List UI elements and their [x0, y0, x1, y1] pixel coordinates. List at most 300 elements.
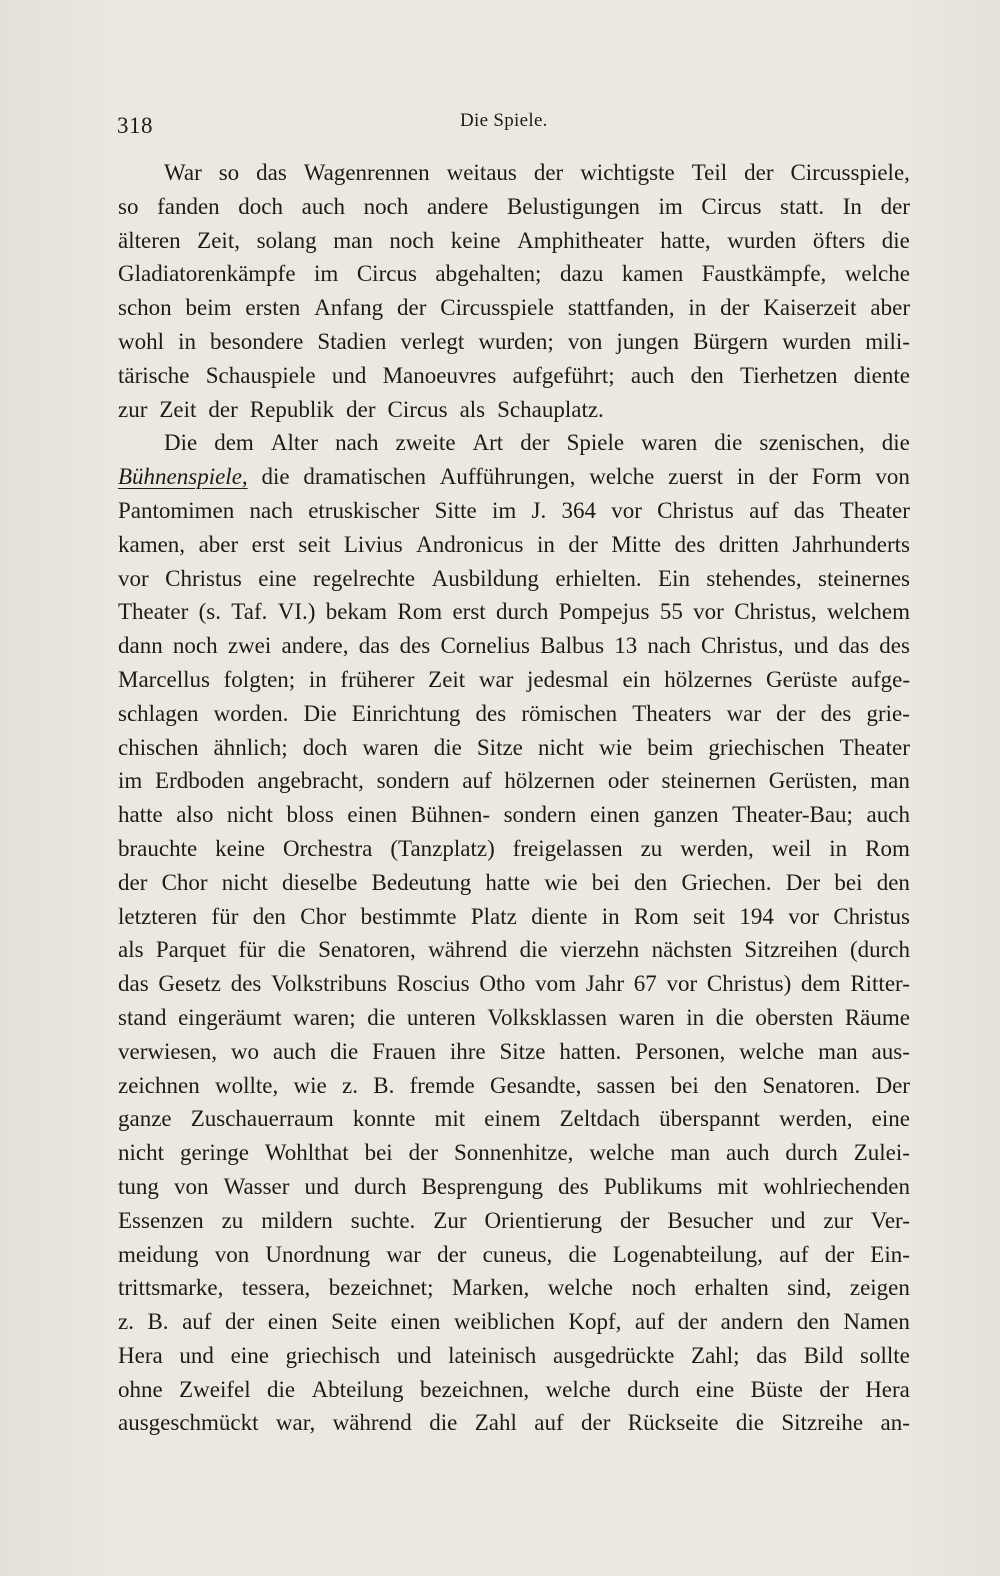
word: das: [838, 633, 870, 659]
word: erst: [251, 531, 285, 557]
word: eine: [695, 1376, 735, 1402]
word: und: [331, 362, 367, 388]
word: Zeltdach: [559, 1106, 641, 1132]
word: eine: [871, 1106, 910, 1132]
word: welche: [844, 261, 910, 287]
word: waren: [618, 1004, 675, 1030]
word: des: [674, 531, 706, 557]
word: wie: [293, 1072, 327, 1098]
word: Logenabteilung,: [612, 1241, 763, 1267]
word: die: [881, 430, 910, 456]
word: Manoeuvres: [382, 362, 497, 388]
word: tärische: [118, 362, 190, 388]
word: also: [176, 802, 214, 828]
word: Teil: [691, 160, 728, 185]
word: so: [218, 160, 240, 185]
word: Zulei-: [853, 1140, 910, 1166]
word: älteren: [118, 227, 181, 253]
word: zeichnen: [118, 1072, 200, 1098]
word: die: [519, 937, 548, 963]
word: mit: [717, 1173, 749, 1199]
word: Livius: [343, 531, 403, 557]
word: eine: [258, 565, 297, 591]
word: bei: [670, 1072, 699, 1098]
word: Büste: [750, 1376, 803, 1402]
word: Bühnenspiele,: [118, 464, 248, 490]
word: 55: [659, 599, 683, 625]
word: Senatoren,: [318, 937, 416, 963]
word: Volksklassen: [487, 1004, 608, 1030]
word: durch: [354, 1173, 407, 1199]
word: Rom: [397, 599, 443, 625]
word: Gesetz: [158, 971, 221, 997]
word: Rom: [865, 835, 910, 861]
word: den: [714, 1072, 748, 1098]
word: wurden: [782, 328, 852, 354]
word: einen: [267, 1309, 318, 1335]
text-line: [118, 359, 910, 393]
word: Chor: [161, 869, 208, 895]
word: aber: [870, 295, 910, 321]
word: Orientierung: [484, 1207, 603, 1233]
word: der: [768, 464, 798, 490]
word: der: [408, 1140, 439, 1166]
word: einen: [589, 802, 640, 828]
word: VI.): [277, 599, 316, 625]
word: ohne: [118, 1376, 163, 1402]
word: die: [433, 734, 462, 760]
word: einen: [347, 802, 398, 828]
word: diente: [853, 362, 910, 388]
text-line: [118, 697, 910, 731]
text-line: [118, 967, 910, 1001]
word: Art: [472, 430, 504, 456]
word: die: [429, 1410, 458, 1436]
word: z.: [118, 1309, 134, 1335]
word: Christus: [165, 565, 242, 591]
word: suchte.: [350, 1207, 416, 1233]
word: ihre: [449, 1038, 486, 1064]
word: Einrichtung: [351, 700, 461, 726]
word: Parquet: [155, 937, 227, 963]
word: mili-: [865, 328, 910, 354]
word: auch: [866, 802, 910, 828]
word: werden,: [680, 835, 754, 861]
word: eingeräumt: [178, 1004, 282, 1030]
text-line: [118, 629, 910, 663]
word: und: [770, 1207, 806, 1233]
word: der: [118, 869, 148, 895]
word: Namen: [843, 1309, 910, 1335]
word: nach: [335, 430, 379, 456]
word: in: [178, 328, 196, 354]
word: dazu: [559, 261, 604, 287]
word: Circus: [356, 261, 417, 287]
word: einem: [484, 1106, 541, 1132]
text-line: [118, 460, 910, 494]
word: die: [277, 937, 306, 963]
word: Andronicus: [416, 531, 524, 557]
text-line: [118, 325, 910, 359]
word: aber: [198, 531, 239, 557]
word: unteren: [406, 1004, 476, 1030]
word: während: [428, 937, 508, 963]
word: Besprengung: [421, 1173, 543, 1199]
text-line: [118, 291, 910, 325]
word: des: [399, 633, 431, 659]
word: Besucher: [667, 1207, 753, 1233]
word: auf: [182, 1309, 212, 1335]
word: erhielten.: [555, 565, 642, 591]
word: der: [824, 1241, 855, 1267]
word: sondern: [376, 768, 450, 794]
word: Sonnenhitze,: [453, 1140, 574, 1166]
word: solang: [256, 227, 317, 253]
word: in: [601, 903, 620, 929]
word: Bürgern: [693, 328, 769, 354]
word: Der: [785, 869, 821, 895]
text-line: [118, 832, 910, 866]
word: die: [881, 227, 910, 253]
word: Theater: [118, 599, 189, 625]
text-line: [118, 528, 910, 562]
word: Christus,: [734, 599, 817, 625]
text-line: [118, 900, 910, 934]
word: das: [358, 633, 390, 659]
word: bestimmte: [360, 903, 457, 929]
word: das: [118, 971, 149, 997]
word: sind,: [787, 1275, 832, 1301]
word: seit: [298, 531, 331, 557]
word: war,: [275, 1410, 316, 1436]
word: Christus): [706, 971, 792, 997]
word: Hera: [865, 1376, 910, 1402]
word: vor: [693, 599, 724, 625]
word: Circusspiele,: [790, 160, 910, 185]
word: der: [397, 295, 427, 321]
text-line: [118, 1271, 910, 1305]
word: schlagen: [118, 700, 199, 726]
word: Roscius: [396, 971, 470, 997]
text-line: [118, 1305, 910, 1339]
word: sassen: [596, 1072, 656, 1098]
word: Christus,: [701, 633, 784, 659]
word: Sitzreihe: [781, 1410, 864, 1436]
text-line: [118, 1204, 910, 1238]
word: folgten;: [223, 666, 296, 692]
word: wie: [599, 734, 633, 760]
word: Wasser: [223, 1173, 290, 1199]
text-line: [118, 1339, 910, 1373]
word: schon: [118, 295, 172, 321]
word: Essenzen: [118, 1207, 204, 1233]
word: szenischen,: [759, 430, 865, 456]
word: nicht: [226, 802, 273, 828]
word: Gerüsten,: [768, 768, 858, 794]
word: Theater: [839, 497, 910, 523]
word: aufge-: [851, 666, 910, 692]
word: dem: [214, 430, 254, 456]
word: wurden;: [478, 328, 554, 354]
word: weitaus: [446, 160, 517, 185]
word: der: [346, 396, 376, 422]
word: der: [620, 1207, 650, 1233]
word: doch: [302, 734, 348, 760]
word: der: [208, 396, 238, 422]
word: z.: [342, 1072, 358, 1098]
word: bei: [364, 1140, 393, 1166]
text-line: [118, 731, 910, 765]
word: Rom: [634, 903, 679, 929]
word: etruskischer: [308, 497, 420, 523]
word: hatten.: [559, 1038, 622, 1064]
word: Zahl;: [691, 1342, 740, 1368]
word: während: [332, 1410, 412, 1436]
word: Platz: [470, 903, 517, 929]
word: kamen: [621, 261, 684, 287]
text-line: [118, 494, 910, 528]
word: das: [256, 160, 287, 185]
word: auch: [272, 1038, 317, 1064]
word: den: [690, 362, 724, 388]
word: für: [211, 903, 239, 929]
word: der: [819, 1376, 849, 1402]
word: Theater-Bau;: [732, 802, 853, 828]
word: nach: [249, 497, 293, 523]
word: das: [756, 1342, 787, 1368]
word: man: [870, 768, 910, 794]
word: Publikums: [603, 1173, 703, 1199]
word: aufgeführt;: [512, 362, 615, 388]
word: den: [796, 1309, 830, 1335]
word: die: [261, 464, 290, 490]
word: ganze: [118, 1106, 172, 1132]
word: waren: [362, 734, 419, 760]
word: der: [581, 1410, 611, 1436]
word: einen: [390, 1309, 441, 1335]
word: Zweifel: [179, 1376, 251, 1402]
running-title: Die Spiele.: [460, 110, 548, 131]
word: wollte,: [215, 1072, 279, 1098]
word: und: [179, 1342, 214, 1368]
word: von: [214, 1241, 250, 1267]
word: die: [735, 1410, 764, 1436]
word: dann: [118, 633, 163, 659]
word: Republik: [249, 396, 335, 422]
word: mildern: [261, 1207, 333, 1233]
word: auch: [726, 1140, 770, 1166]
word: Gesandte,: [490, 1072, 582, 1098]
word: Christus: [833, 903, 910, 929]
word: geringe: [179, 1140, 249, 1166]
word: auf: [462, 768, 492, 794]
word: sollte: [860, 1342, 910, 1368]
word: griechisch: [285, 1342, 381, 1368]
word: fanden: [157, 193, 220, 219]
word: der: [533, 160, 564, 185]
word: wohl: [118, 328, 164, 354]
word: in: [688, 295, 707, 321]
text-line: [118, 764, 910, 798]
word: Sitze: [499, 1038, 546, 1064]
word: hölzernes: [664, 666, 753, 692]
word: der: [776, 700, 806, 726]
word: Zur: [433, 1207, 467, 1233]
word: beim: [185, 295, 232, 321]
word: ähnlich;: [213, 734, 288, 760]
word: wichtigste: [580, 160, 675, 185]
word: konnte: [352, 1106, 416, 1132]
word: mit: [434, 1106, 466, 1132]
word: Zeit: [428, 666, 466, 692]
word: Theater: [839, 734, 910, 760]
word: den: [252, 903, 286, 929]
word: verwiesen,: [118, 1038, 217, 1064]
word: regelrechte: [312, 565, 416, 591]
word: Mitte: [611, 531, 662, 557]
word: ganzen: [653, 802, 719, 828]
word: B.: [373, 1072, 395, 1098]
word: Faustkämpfe,: [701, 261, 827, 287]
word: Die: [164, 430, 198, 456]
word: Spiele: [566, 430, 625, 456]
word: Anfang: [314, 295, 384, 321]
word: die: [715, 1004, 744, 1030]
word: ausgeschmückt: [118, 1410, 259, 1436]
word: Ver-: [870, 1207, 910, 1233]
word: noch: [631, 1275, 677, 1301]
word: den: [876, 869, 910, 895]
word: dramatischen: [303, 464, 426, 490]
word: Pantomimen: [118, 497, 235, 523]
word: bekam: [325, 599, 388, 625]
word: römischen: [521, 700, 618, 726]
word: auf: [749, 497, 779, 523]
word: zur: [118, 396, 148, 422]
word: brauchte: [118, 835, 198, 861]
word: 67: [633, 971, 657, 997]
word: Pompejus: [558, 599, 650, 625]
word: Abteilung: [311, 1376, 404, 1402]
word: waren: [641, 430, 698, 456]
word: tung: [118, 1173, 159, 1199]
word: überspannt: [659, 1106, 761, 1132]
word: freigelassen: [512, 835, 623, 861]
word: stand: [118, 1004, 167, 1030]
word: bei: [591, 869, 620, 895]
word: wohlriechenden: [763, 1173, 910, 1199]
word: bei: [834, 869, 863, 895]
word: auf: [634, 1309, 665, 1335]
word: auf: [534, 1410, 564, 1436]
word: der: [880, 193, 910, 219]
word: war: [478, 666, 514, 692]
word: vor: [118, 565, 149, 591]
text-line: [118, 1406, 910, 1440]
word: im: [118, 768, 143, 794]
word: der: [437, 1241, 467, 1267]
word: öfters: [812, 227, 866, 253]
text-line: [118, 562, 910, 596]
word: ein: [622, 666, 651, 692]
word: Schauspiele: [205, 362, 316, 388]
word: lateinisch: [448, 1342, 537, 1368]
word: hölzernen: [504, 768, 596, 794]
word: stattfanden,: [567, 295, 675, 321]
word: statt.: [780, 193, 825, 219]
word: Balbus: [540, 633, 605, 659]
word: angebracht,: [257, 768, 364, 794]
word: J.: [531, 497, 547, 523]
word: welche: [547, 1275, 613, 1301]
word: wo: [230, 1038, 259, 1064]
word: nächsten: [651, 937, 733, 963]
word: dieselbe: [281, 869, 358, 895]
word: verlegt: [400, 328, 465, 354]
word: griechischen: [708, 734, 825, 760]
word: durch: [496, 599, 549, 625]
word: welche: [545, 1376, 611, 1402]
word: 13: [614, 633, 638, 659]
word: Gerüste: [766, 666, 838, 692]
word: Erdboden: [155, 768, 245, 794]
word: und: [793, 633, 829, 659]
word: vor: [788, 903, 819, 929]
word: B.: [147, 1309, 169, 1335]
word: zwei: [227, 633, 272, 659]
word: dritten: [718, 531, 779, 557]
word: vom: [535, 971, 576, 997]
word: erhalten: [694, 1275, 769, 1301]
text-line: [118, 1373, 910, 1407]
text-line: [118, 798, 910, 832]
word: doch: [238, 193, 283, 219]
word: ersten: [245, 295, 301, 321]
word: Aufführungen,: [439, 464, 576, 490]
word: auch: [301, 193, 346, 219]
word: der: [720, 295, 750, 321]
word: War: [164, 160, 202, 185]
word: In: [842, 193, 862, 219]
word: von: [875, 464, 910, 490]
word: Kopf,: [568, 1309, 622, 1335]
word: Rückseite: [627, 1410, 719, 1436]
word: letzteren: [118, 903, 198, 929]
word: Form: [811, 464, 862, 490]
word: Circus: [387, 396, 448, 422]
word: wie: [544, 869, 578, 895]
word: Der: [875, 1072, 910, 1098]
word: Ritter-: [850, 971, 910, 997]
word: diente: [531, 903, 588, 929]
word: des: [475, 700, 507, 726]
word: bezeichnet;: [328, 1275, 434, 1301]
word: 364: [561, 497, 596, 523]
word: Schauplatz.: [497, 396, 604, 422]
word: Senatoren.: [762, 1072, 861, 1098]
word: des: [230, 971, 262, 997]
word: welchem: [826, 599, 910, 625]
word: noch: [389, 227, 435, 253]
word: tessera,: [241, 1275, 311, 1301]
word: nach: [647, 633, 691, 659]
word: in: [686, 1004, 705, 1030]
word: weiblichen: [453, 1309, 555, 1335]
word: des: [558, 1173, 589, 1199]
word: nicht: [118, 1140, 164, 1166]
word: Marken,: [451, 1275, 530, 1301]
word: der: [520, 430, 550, 456]
